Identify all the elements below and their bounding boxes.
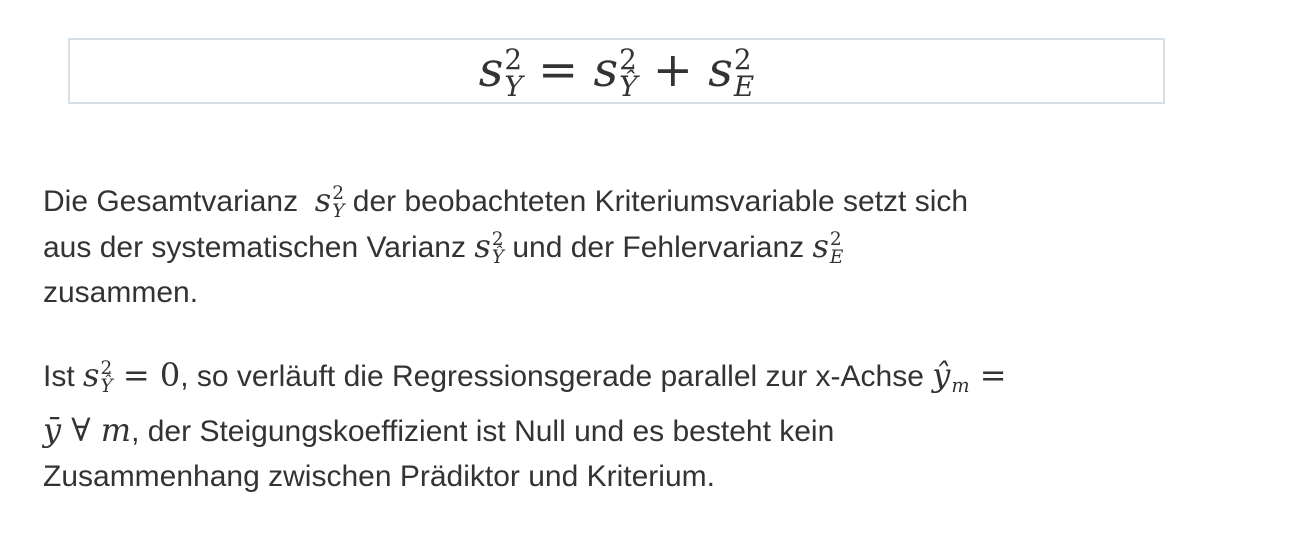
math-base: s <box>83 356 100 394</box>
math-stacked-script <box>708 42 755 103</box>
text-segment: Die Gesamtvarianz <box>43 185 315 218</box>
paragraph <box>43 353 1233 499</box>
math-subscripted <box>932 356 970 397</box>
subscript: E <box>733 69 755 103</box>
math-operator: + <box>637 42 709 99</box>
paragraph <box>43 178 1233 315</box>
math-variable: m <box>100 410 132 449</box>
math-operator: ∀ <box>61 410 101 449</box>
script-stack <box>619 43 638 103</box>
subscript: Y <box>332 200 345 222</box>
subscript: m <box>951 373 970 397</box>
math-stacked-script <box>812 227 844 268</box>
text-segment: Ist <box>43 360 84 393</box>
math-base: s <box>708 42 733 99</box>
superscript: 2 <box>619 43 637 77</box>
variance-decomposition-formula <box>478 42 755 103</box>
subscript: E <box>829 246 844 268</box>
text-segment: Zusammenhang zwischen Prädiktor und Kriterium. <box>43 459 715 493</box>
text-segment: zusammen. <box>43 276 199 309</box>
math-operator: = 0 <box>112 356 181 394</box>
math-stacked-script <box>314 181 345 222</box>
superscript: 2 <box>504 43 523 77</box>
script-stack <box>491 228 504 268</box>
superscript: 2 <box>829 228 842 250</box>
math-base: s <box>593 42 619 99</box>
math-stacked-script <box>83 356 113 397</box>
math-base: ŷ <box>932 356 951 394</box>
superscript: 2 <box>332 182 344 204</box>
math-stacked-script <box>478 42 523 103</box>
subscript: Ŷ <box>100 375 113 397</box>
text-segment: , so verläuft die Regressionsgerade parallel zur x-Achse <box>180 360 933 393</box>
math-stacked-script <box>593 42 638 103</box>
superscript: 2 <box>491 228 504 250</box>
text-segment: und der Fehlervarianz <box>503 231 813 264</box>
math-variable: ȳ <box>43 410 62 449</box>
script-stack <box>332 182 345 222</box>
text-segment: aus der systematischen Varianz <box>43 231 475 264</box>
script-stack <box>829 228 844 268</box>
text-segment: der beobachteten Kriteriumsvariable setzt sich <box>344 185 969 218</box>
paragraphs <box>43 178 1233 499</box>
superscript: 2 <box>733 43 752 77</box>
text-segment: , der Steigungskoeffizient ist Null und es besteht kein <box>131 414 835 448</box>
math-stacked-script <box>474 227 504 268</box>
math-base: s <box>314 181 332 219</box>
formula-box <box>68 38 1165 104</box>
math-operator: = <box>969 356 1007 394</box>
math-base: s <box>474 227 491 265</box>
script-stack <box>733 43 755 103</box>
math-base: s <box>812 227 829 265</box>
math-base: s <box>478 42 504 99</box>
script-stack <box>504 43 523 103</box>
script-stack <box>100 357 113 397</box>
subscript: Ŷ <box>491 246 504 268</box>
math-operator: = <box>522 42 594 99</box>
subscript: Y <box>504 69 523 103</box>
superscript: 2 <box>100 357 113 379</box>
subscript: Ŷ <box>619 69 638 103</box>
